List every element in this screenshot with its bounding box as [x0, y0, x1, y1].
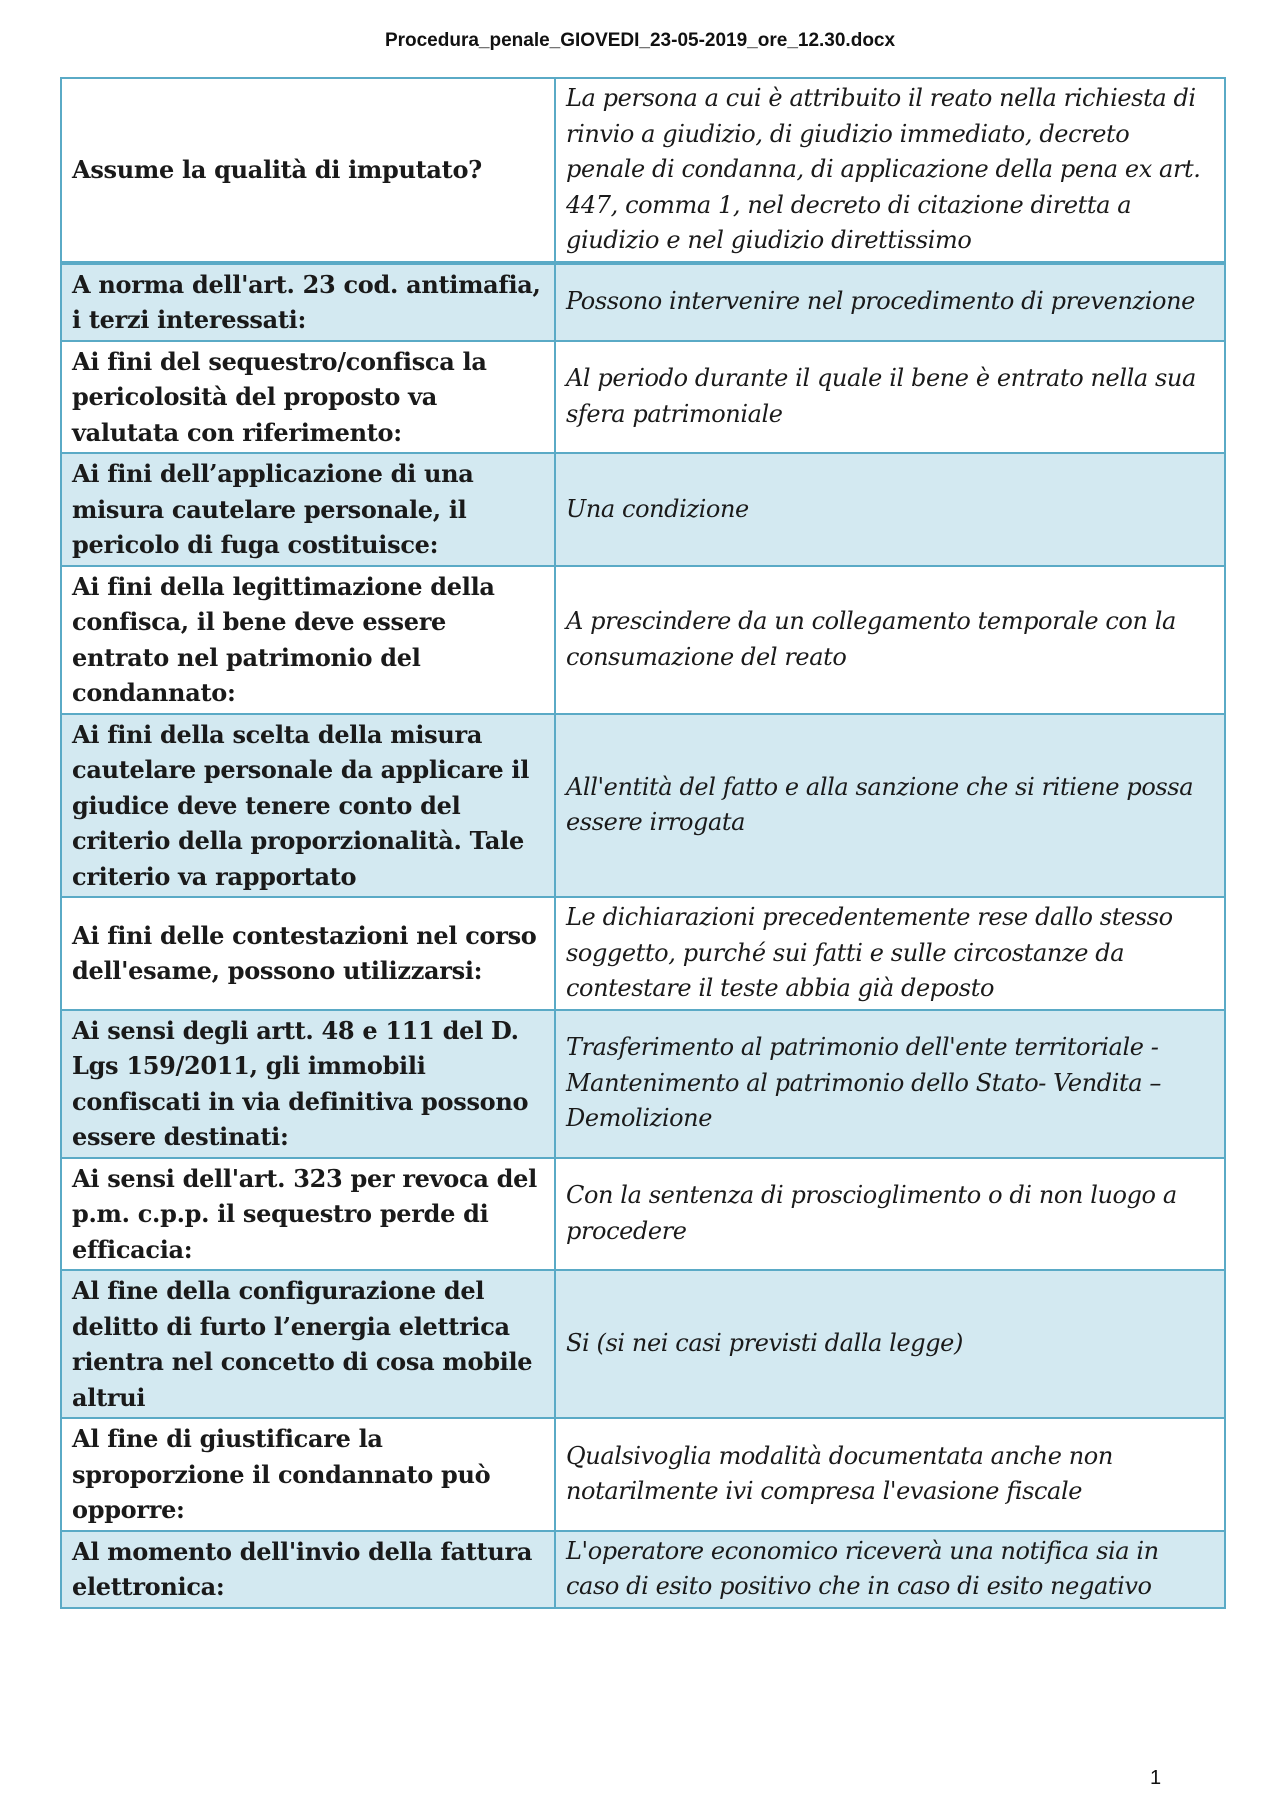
answer-cell: A prescindere da un collegamento temporale con la consumazione del reato — [555, 566, 1225, 714]
page-number: 1 — [1150, 1767, 1162, 1789]
table-row — [61, 78, 1225, 263]
table-row — [61, 1418, 1225, 1531]
table-row — [61, 1531, 1225, 1608]
question-cell: Al momento dell'invio della fattura elettronica: — [61, 1531, 555, 1608]
answer-cell: Con la sentenza di proscioglimento o di non luogo a procedere — [555, 1158, 1225, 1271]
question-cell: Ai fini del sequestro/confisca la pericolosità del proposto va valutata con riferimento: — [61, 341, 555, 454]
answer-cell: L'operatore economico riceverà una notifica sia in caso di esito positivo che in caso di esito negativo — [555, 1531, 1225, 1608]
answer-cell: Qualsivoglia modalità documentata anche non notarilmente ivi compresa l'evasione fiscale — [555, 1418, 1225, 1531]
qa-table — [60, 77, 1226, 1609]
question-cell: Al fine di giustificare la sproporzione il condannato può opporre: — [61, 1418, 555, 1531]
question-cell: Ai fini della scelta della misura cautelare personale da applicare il giudice deve tenere conto del criterio della proporzionalità. Tale criterio va rapportato — [61, 714, 555, 898]
answer-cell: Al periodo durante il quale il bene è entrato nella sua sfera patrimoniale — [555, 341, 1225, 454]
answer-cell: La persona a cui è attribuito il reato nella richiesta di rinvio a giudizio, di giudizio immediato, decreto penale di condanna, di applicazione della pena ex art. 447, comma 1, nel decreto di citazione diretta a giudizio e nel giudizio direttissimo — [555, 78, 1225, 263]
answer-cell: Possono intervenire nel procedimento di prevenzione — [555, 263, 1225, 341]
question-cell: Ai fini dell’applicazione di una misura cautelare personale, il pericolo di fuga costituisce: — [61, 453, 555, 566]
answer-cell: All'entità del fatto e alla sanzione che si ritiene possa essere irrogata — [555, 714, 1225, 898]
table-row — [61, 1158, 1225, 1271]
table-row — [61, 263, 1225, 341]
question-cell: Al fine della configurazione del delitto di furto l’energia elettrica rientra nel concetto di cosa mobile altrui — [61, 1270, 555, 1418]
question-cell: Ai sensi degli artt. 48 e 111 del D. Lgs 159/2011, gli immobili confiscati in via definitiva possono essere destinati: — [61, 1010, 555, 1158]
answer-cell: Una condizione — [555, 453, 1225, 566]
table-row — [61, 566, 1225, 714]
table-row — [61, 714, 1225, 898]
answer-cell: Trasferimento al patrimonio dell'ente territoriale - Mantenimento al patrimonio dello Stato- Vendita – Demolizione — [555, 1010, 1225, 1158]
question-cell: Ai fini della legittimazione della confisca, il bene deve essere entrato nel patrimonio del condannato: — [61, 566, 555, 714]
table-row — [61, 341, 1225, 454]
answer-cell: Le dichiarazioni precedentemente rese dallo stesso soggetto, purché sui fatti e sulle circostanze da contestare il teste abbia già deposto — [555, 897, 1225, 1010]
document-filename: Procedura_penale_GIOVEDI_23-05-2019_ore_12.30.docx — [384, 30, 896, 51]
table-row — [61, 1010, 1225, 1158]
answer-cell: Si (si nei casi previsti dalla legge) — [555, 1270, 1225, 1418]
question-cell: Ai fini delle contestazioni nel corso dell'esame, possono utilizzarsi: — [61, 897, 555, 1010]
question-cell: Ai sensi dell'art. 323 per revoca del p.m. c.p.p. il sequestro perde di efficacia: — [61, 1158, 555, 1271]
question-cell: A norma dell'art. 23 cod. antimafia, i terzi interessati: — [61, 263, 555, 341]
table-row — [61, 897, 1225, 1010]
question-cell: Assume la qualità di imputato? — [61, 78, 555, 263]
table-row — [61, 1270, 1225, 1418]
table-row — [61, 453, 1225, 566]
